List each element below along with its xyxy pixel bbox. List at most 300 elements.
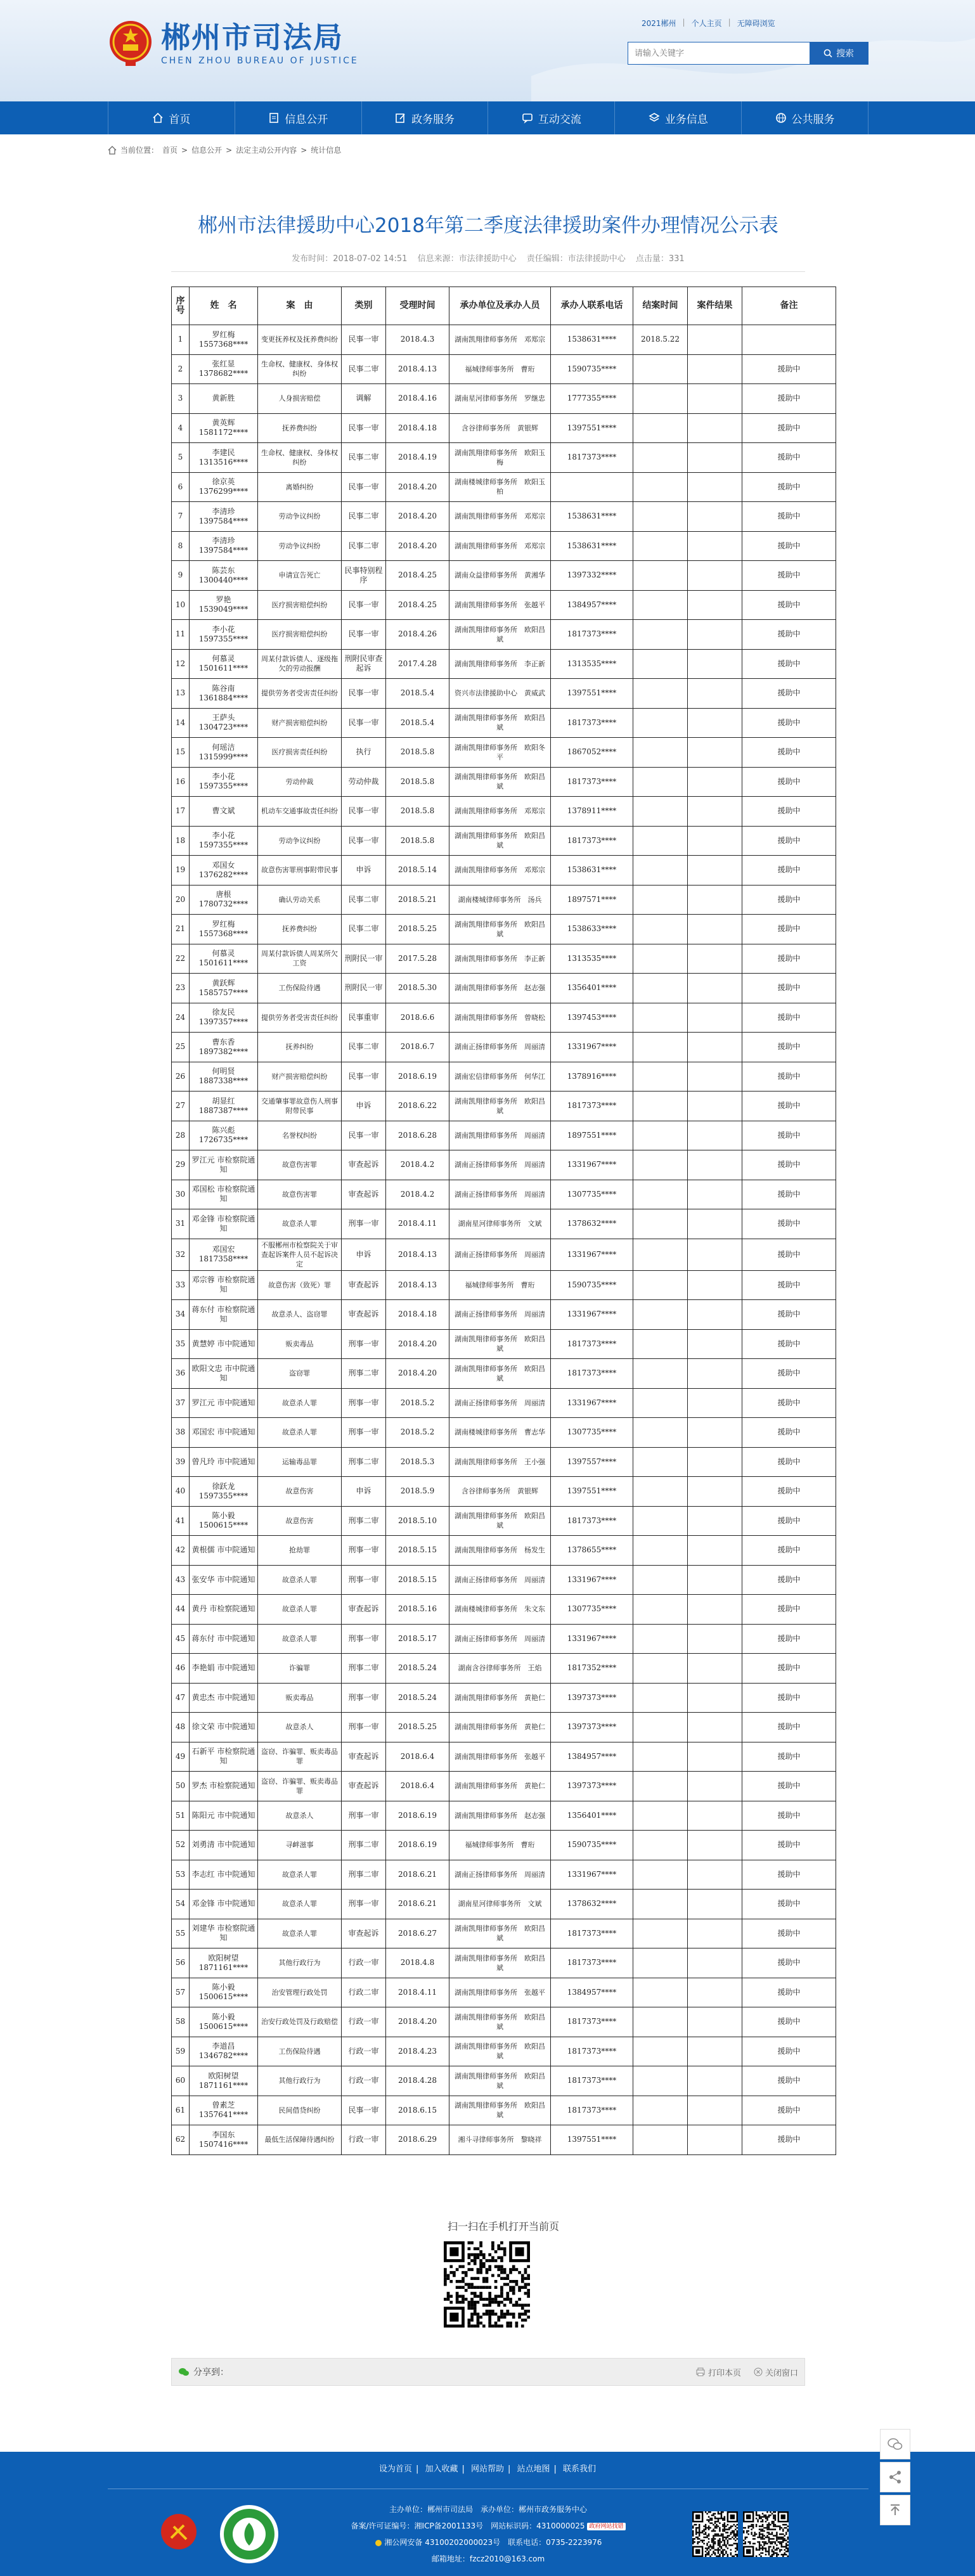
footer-link-favorite[interactable]: 加入收藏 [425,2464,458,2474]
table-cell: 湖南凯翔律师事务所 欧阳玉梅 [449,443,551,473]
table-cell: 1817373**** [551,620,633,650]
table-cell [633,885,688,915]
table-cell [633,1270,688,1300]
table-cell: 湖南楼城律师事务所 曹志华 [449,1418,551,1448]
layers-icon [649,112,660,124]
table-cell [688,1477,742,1507]
table-cell: 运输毒品罪 [258,1447,342,1477]
table-cell: 故意杀人 [258,1801,342,1831]
nav-item-services[interactable] [362,101,489,134]
wechat-float-button[interactable] [880,2429,910,2459]
table-cell: 2018.5.22 [633,325,688,355]
table-cell: 医疗损害赔偿纠纷 [258,620,342,650]
table-row [172,1418,836,1448]
table-cell [633,590,688,620]
table-cell: 徐友民 1397357**** [190,1003,258,1033]
table-cell: 1590735**** [551,1270,633,1300]
table-row [172,1477,836,1507]
national-emblem-icon [108,19,153,67]
table-cell [688,738,742,768]
table-cell: 民事一审 [342,797,386,827]
table-cell: 湖南凯翔律师事务所 曾晓松 [449,1003,551,1033]
table-cell [633,1801,688,1831]
table-cell [688,1092,742,1121]
table-cell: 刑事一审 [342,1801,386,1831]
table-cell: 福城律师事务所 曹珩 [449,1831,551,1860]
table-row [172,1359,836,1389]
table-cell: 援助中 [742,1565,836,1595]
table-cell: 31 [172,1209,190,1239]
table-cell [633,1683,688,1713]
table-cell: 28 [172,1121,190,1150]
nav-item-public[interactable] [742,101,868,134]
table-cell: 1397551**** [551,1477,633,1507]
table-cell: 罗红梅 1557368**** [190,915,258,944]
share-label: 分享到： [193,2367,229,2378]
table-cell: 何慕灵 1501611**** [190,649,258,679]
table-cell: 曹东香 1897382**** [190,1033,258,1062]
table-cell: 32 [172,1239,190,1270]
nav-label: 公共服务 [791,113,835,126]
table-cell: 39 [172,1447,190,1477]
print-icon [695,2367,706,2376]
table-cell: 援助中 [742,1595,836,1625]
table-cell: 45 [172,1624,190,1654]
table-cell: 湖南星河律师事务所 文斌 [449,1209,551,1239]
footer-link-homepage[interactable]: 设为首页 [378,2464,412,2474]
table-header-cell: 承办单位及承办人员 [449,287,551,325]
case-table [171,287,836,2155]
table-row [172,944,836,974]
table-cell: 1331967**** [551,1033,633,1062]
table-cell [688,2066,742,2096]
table-cell: 8 [172,531,190,561]
table-header-cell: 备注 [742,287,836,325]
breadcrumb-separator: > [226,145,233,155]
table-cell: 罗艳 1539049**** [190,590,258,620]
table-cell: 刑事二审 [342,1359,386,1389]
table-cell: 援助中 [742,620,836,650]
top-link-personal[interactable]: 个人主页 [691,19,722,28]
table-cell: 湖南凯翔律师事务所 欧阳昌斌 [449,2066,551,2096]
table-cell: 2018.5.8 [386,738,449,768]
table-cell [633,1536,688,1566]
table-cell [633,502,688,532]
home-icon [152,112,164,124]
table-cell [688,1329,742,1359]
table-cell: 1590735**** [551,1831,633,1860]
table-cell [551,472,633,502]
table-cell: 1817373**** [551,1359,633,1389]
table-cell: 黄丹 市检察院通知 [190,1595,258,1625]
table-cell: 59 [172,2037,190,2066]
table-cell: 1817373**** [551,708,633,738]
table-cell [688,1062,742,1092]
nav-item-info[interactable] [235,101,362,134]
table-cell: 湖南正扬律师事务所 周丽清 [449,1565,551,1595]
table-cell: 民事二审 [342,354,386,384]
table-cell: 民事一审 [342,708,386,738]
table-cell: 何慕灵 1501611**** [190,944,258,974]
table-cell: 湖南凯翔律师事务所 欧阳昌斌 [449,2037,551,2066]
table-cell [688,1831,742,1860]
table-cell: 2018.4.19 [386,443,449,473]
table-cell: 2018.5.9 [386,1477,449,1507]
search-input[interactable] [628,42,810,64]
table-cell: 1331967**** [551,1150,633,1180]
table-cell: 援助中 [742,1180,836,1209]
table-cell: 故意伤害罪 [258,1180,342,1209]
table-cell: 故意杀人罪 [258,1860,342,1890]
table-cell: 湖南正扬律师事务所 周丽清 [449,1150,551,1180]
table-cell [633,1860,688,1890]
table-cell [633,1919,688,1948]
table-cell: 1538631**** [551,531,633,561]
table-cell: 援助中 [742,472,836,502]
table-cell: 援助中 [742,1003,836,1033]
top-link-region[interactable]: 2021郴州 [642,19,676,28]
table-cell: 变更抚养权及抚养费纠纷 [258,325,342,355]
wechat-icon[interactable] [178,2367,190,2377]
table-cell: 援助中 [742,1447,836,1477]
qr-label: 扫一扫在手机打开当前页 [447,2220,559,2232]
table-cell: 欧阳树望 1871161**** [190,1948,258,1978]
table-cell: 湖南凯翔律师事务所 赵志强 [449,974,551,1003]
table-cell: 援助中 [742,590,836,620]
table-cell: 徐京英 1376299**** [190,472,258,502]
table-cell: 周某付款诉债人周某所欠工资 [258,944,342,974]
table-cell: 2018.5.24 [386,1683,449,1713]
breadcrumb-item[interactable]: 信息公开 [191,146,223,155]
table-row [172,1948,836,1978]
table-cell: 贩卖毒品 [258,1683,342,1713]
share-float-button[interactable] [880,2462,910,2492]
table-cell [688,826,742,856]
table-cell [688,531,742,561]
table-cell [633,1121,688,1150]
table-row [172,1092,836,1121]
table-cell [688,1359,742,1389]
table-cell: 35 [172,1329,190,1359]
table-cell: 13 [172,679,190,709]
table-cell: 李小花 1597355**** [190,620,258,650]
table-cell: 刘建华 市检察院通知 [190,1919,258,1948]
table-cell [633,472,688,502]
table-cell: 援助中 [742,1742,836,1772]
table-cell: 刑事一审 [342,1565,386,1595]
table-cell [688,1624,742,1654]
table-cell: 民事二审 [342,915,386,944]
table-cell: 援助中 [742,1890,836,1919]
table-cell: 行政二审 [342,1978,386,2007]
table-cell: 52 [172,1831,190,1860]
table-cell: 1817373**** [551,2037,633,2066]
table-cell: 资兴市法律援助中心 黄威武 [449,679,551,709]
table-cell: 刑事一审 [342,1388,386,1418]
table-cell: 工伤保险待遇 [258,2037,342,2066]
table-cell [633,2066,688,2096]
table-cell: 湖南正扬律师事务所 周丽清 [449,1033,551,1062]
table-cell: 1384957**** [551,1742,633,1772]
table-cell: 27 [172,1092,190,1121]
table-cell: 1538631**** [551,856,633,886]
table-cell: 民事一审 [342,413,386,443]
table-row [172,1565,836,1595]
table-cell: 民事一审 [342,1062,386,1092]
gov-site-badge-icon[interactable] [219,2504,280,2565]
table-cell: 行政一审 [342,2007,386,2037]
table-cell: 邓国女 1376282**** [190,856,258,886]
table-row [172,649,836,679]
table-cell: 故意杀人罪 [258,1565,342,1595]
footer-link-sitemap[interactable]: 站点地图 [517,2464,550,2474]
nav-item-interaction[interactable] [488,101,615,134]
table-cell: 1331967**** [551,1300,633,1330]
table-cell: 1397551**** [551,2125,633,2155]
close-window-button[interactable] [754,2366,798,2378]
table-cell [633,1388,688,1418]
table-cell: 湖南凯翔律师事务所 欧阳昌斌 [449,620,551,650]
top-link-accessibility[interactable]: 无障碍浏览 [737,19,775,28]
table-cell: 3 [172,384,190,414]
table-cell: 2018.4.8 [386,1948,449,1978]
table-cell: 2018.6.27 [386,1919,449,1948]
table-cell [688,2125,742,2155]
table-cell: 湖南凯翔律师事务所 欧阳昌斌 [449,1359,551,1389]
back-to-top-button[interactable] [880,2495,910,2525]
table-cell [633,1329,688,1359]
table-cell: 22 [172,944,190,974]
table-row [172,1062,836,1092]
table-cell [633,767,688,797]
table-row [172,413,836,443]
table-cell: 2018.5.15 [386,1565,449,1595]
table-cell [633,1477,688,1507]
table-cell: 2018.5.21 [386,885,449,915]
table-cell [633,1418,688,1448]
table-cell: 含谷律师事务所 黄银辉 [449,413,551,443]
table-cell: 盗窃、诈骗罪、贩卖毒品罪 [258,1742,342,1772]
table-cell: 1378911**** [551,797,633,827]
table-cell [633,1772,688,1801]
table-header-cell: 类别 [342,287,386,325]
table-cell [633,1180,688,1209]
table-cell: 2018.4.2 [386,1150,449,1180]
table-cell: 援助中 [742,974,836,1003]
table-cell: 1538631**** [551,502,633,532]
table-cell: 湖南凯翔律师事务所 王小强 [449,1447,551,1477]
table-cell: 2018.6.21 [386,1890,449,1919]
table-row [172,1978,836,2007]
table-cell: 故意杀人罪 [258,1595,342,1625]
table-cell [742,325,836,355]
table-cell [688,797,742,827]
table-cell [688,1121,742,1150]
table-cell: 2017.5.28 [386,944,449,974]
table-cell: 56 [172,1948,190,1978]
footer-link-help[interactable]: 网站帮助 [470,2464,504,2474]
table-row [172,1890,836,1919]
table-cell: 2018.4.3 [386,325,449,355]
search-button[interactable] [810,42,868,64]
table-cell: 援助中 [742,1270,836,1300]
site-logo[interactable] [108,19,359,67]
table-row [172,1624,836,1654]
table-cell: 援助中 [742,767,836,797]
table-cell: 援助中 [742,1978,836,2007]
table-cell: 湖南凯翔律师事务所 黄艳仁 [449,1683,551,1713]
breadcrumb-item[interactable]: 统计信息 [311,146,342,155]
nav-label: 首页 [169,113,191,126]
table-cell: 故意杀人罪 [258,1418,342,1448]
table-cell: 陈小毅 1500615**** [190,2007,258,2037]
table-cell: 援助中 [742,1209,836,1239]
table-cell: 5 [172,443,190,473]
table-cell: 故意伤害 [258,1477,342,1507]
table-cell [688,1801,742,1831]
table-cell: 审查起诉 [342,1150,386,1180]
table-cell: 援助中 [742,679,836,709]
table-cell [633,915,688,944]
table-cell: 胡显红 1887387**** [190,1092,258,1121]
table-cell: 民事特别程序 [342,561,386,591]
table-cell: 湖南楼城律师事务所 欧阳玉柏 [449,472,551,502]
table-cell: 劳动仲裁 [342,767,386,797]
chat-icon [522,112,533,124]
table-header-cell: 结案时间 [633,287,688,325]
table-cell: 1538631**** [551,325,633,355]
party-emblem-icon[interactable] [160,2513,198,2552]
table-cell: 审查起诉 [342,1595,386,1625]
table-cell [633,679,688,709]
arrow-up-icon [888,2503,902,2517]
table-cell [688,2007,742,2037]
table-cell: 23 [172,974,190,1003]
search-box [628,42,868,65]
table-cell: 邓金锋 市检察院通知 [190,1209,258,1239]
table-cell: 援助中 [742,1683,836,1713]
table-cell: 李小花 1597355**** [190,767,258,797]
table-cell: 援助中 [742,649,836,679]
table-cell: 刑附民一审 [342,974,386,1003]
table-cell: 审查起诉 [342,1919,386,1948]
table-cell: 湖南星河律师事务所 文斌 [449,1890,551,1919]
table-cell: 陈谷南 1361884**** [190,679,258,709]
table-cell: 刑事二审 [342,1506,386,1536]
table-cell [688,2037,742,2066]
table-cell: 2018.5.24 [386,1654,449,1684]
separator: | [682,18,685,27]
qr-code-icon [444,2241,530,2328]
table-cell: 10 [172,590,190,620]
table-cell: 14 [172,708,190,738]
table-cell: 1384957**** [551,1978,633,2007]
table-cell: 1817373**** [551,767,633,797]
table-row [172,531,836,561]
table-cell: 湖南正扬律师事务所 周丽清 [449,1860,551,1890]
table-cell: 最低生活保障待遇纠纷 [258,2125,342,2155]
table-cell: 援助中 [742,2066,836,2096]
table-cell: 2018.6.19 [386,1831,449,1860]
table-cell: 湖南凯翔律师事务所 欧阳昌斌 [449,915,551,944]
table-header-cell: 受理时间 [386,287,449,325]
table-cell: 刑事一审 [342,1890,386,1919]
table-cell: 17 [172,797,190,827]
table-cell: 1397332**** [551,561,633,591]
table-cell: 2018.5.2 [386,1388,449,1418]
table-cell [633,2007,688,2037]
table-cell: 李清珍 1397584**** [190,502,258,532]
table-cell: 1397373**** [551,1772,633,1801]
table-cell: 55 [172,1919,190,1948]
table-cell: 提供劳务者受害责任纠纷 [258,679,342,709]
table-cell: 34 [172,1300,190,1330]
table-cell: 2018.5.25 [386,1713,449,1742]
gov-error-badge[interactable]: 政府网站找错 [587,2523,625,2530]
table-cell: 民间借贷纠纷 [258,2096,342,2125]
table-cell: 援助中 [742,885,836,915]
table-cell: 19 [172,856,190,886]
table-row [172,708,836,738]
table-cell: 湖南凯翔律师事务所 邓郑宗 [449,856,551,886]
table-cell: 民事重审 [342,1003,386,1033]
table-cell: 2018.4.25 [386,561,449,591]
table-cell: 2018.5.3 [386,1447,449,1477]
table-cell: 徐文荣 市中院通知 [190,1713,258,1742]
table-cell [633,1359,688,1389]
table-cell: 陈小毅 1500615**** [190,1978,258,2007]
table-cell: 1817373**** [551,826,633,856]
table-cell [688,1919,742,1948]
edit-icon [395,112,406,124]
table-cell: 33 [172,1270,190,1300]
table-cell: 邓国松 市检察院通知 [190,1180,258,1209]
table-row [172,738,836,768]
table-cell: 黄根儒 市中院通知 [190,1536,258,1566]
table-cell: 欧阳树望 1871161**** [190,2066,258,2096]
table-cell [688,1742,742,1772]
table-cell: 民事一审 [342,1121,386,1150]
table-cell: 援助中 [742,797,836,827]
breadcrumb-item[interactable]: 首页 [162,146,178,155]
table-cell: 2018.6.22 [386,1092,449,1121]
table-cell: 治安行政处罚及行政赔偿 [258,2007,342,2037]
table-cell: 1867052**** [551,738,633,768]
table-row [172,1003,836,1033]
print-button[interactable] [695,2366,741,2378]
nav-item-business[interactable] [615,101,742,134]
table-row [172,325,836,355]
table-row [172,797,836,827]
table-cell: 援助中 [742,1121,836,1150]
table-cell [688,649,742,679]
table-cell: 57 [172,1978,190,2007]
table-cell: 湖南正扬律师事务所 周丽清 [449,1239,551,1270]
table-cell: 1307735**** [551,1418,633,1448]
table-cell: 湖南楼城律师事务所 朱文东 [449,1595,551,1625]
table-cell: 2018.4.13 [386,1270,449,1300]
table-cell: 2018.4.20 [386,502,449,532]
nav-item-home[interactable] [108,101,235,134]
table-cell: 寻衅滋事 [258,1831,342,1860]
table-cell: 湖南楼城律师事务所 汤兵 [449,885,551,915]
table-cell: 21 [172,915,190,944]
table-row [172,826,836,856]
breadcrumb-item[interactable]: 法定主动公开内容 [236,146,297,155]
table-cell: 1 [172,325,190,355]
footer-link-contact[interactable]: 联系我们 [563,2464,597,2474]
table-cell: 盗窃罪 [258,1359,342,1389]
